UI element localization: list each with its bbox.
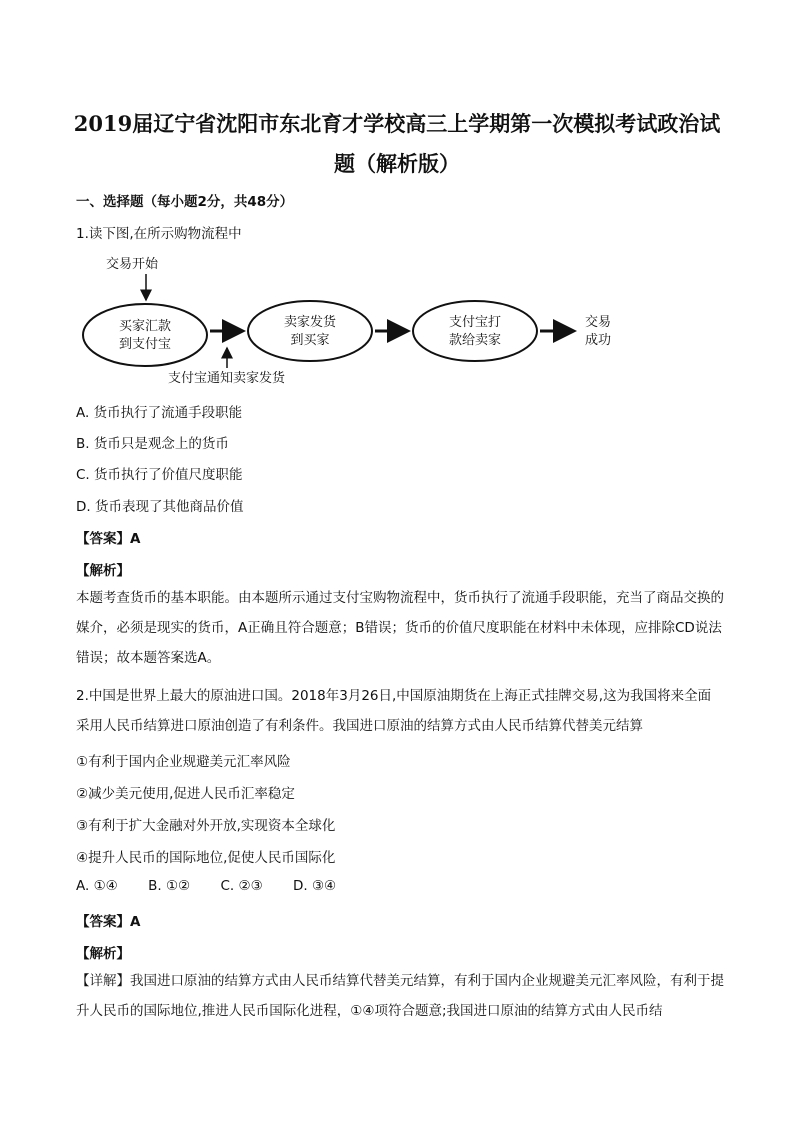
doc-title-line1: 2019届辽宁省沈阳市东北育才学校高三上学期第一次模拟考试政治试 [73, 111, 721, 136]
q1-stem: 1.读下图,在所示购物流程中 [76, 226, 242, 242]
q1-option-a: A. 货币执行了流通手段职能 [76, 405, 243, 421]
q1-analysis-text: 本题考查货币的基本职能。由本题所示通过支付宝购物流程中，货币执行了流通手段职能，充当了商品交换的媒介，必须是现实的货币，A正确且符合题意；B错误；货币的价值尺度职能在材料中未体现，应排除CD说法错误；故本题答案选A。 [76, 590, 724, 666]
q2-item-3: ③有利于扩大金融对外开放,实现资本全球化 [76, 818, 336, 834]
flow-notify-label: 支付宝通知卖家发货 [168, 371, 286, 386]
flow-node-1 [83, 304, 207, 366]
q2-detail-text: 【详解】我国进口原油的结算方式由人民币结算代替美元结算，有利于国内企业规避美元汇率风险，有利于提升人民币的国际地位,推进人民币国际化进程，①④项符合题意;我国进口原油的结算方式由人民币结 [76, 973, 724, 1019]
q2-analysis-label: 【解析】 [76, 946, 130, 962]
q2-option-d: D. ③④ [292, 878, 337, 894]
flow-node-3-line2: 款给卖家 [448, 333, 502, 348]
q1-option-c: C. 货币执行了价值尺度职能 [76, 467, 243, 483]
q2-stem: 2.中国是世界上最大的原油进口国。2018年3月26日,中国原油期货在上海正式挂牌交易,这为我国将来全面采用人民币结算进口原油创造了有利条件。我国进口原油的结算方式由人民币结算代替美元结算 [76, 688, 712, 734]
flow-node-1-line1: 买家汇款 [118, 319, 172, 334]
q2-item-2: ②减少美元使用,促进人民币汇率稳定 [76, 786, 295, 802]
flow-node-1-line2: 到支付宝 [118, 337, 172, 352]
q1-option-d: D. 货币表现了其他商品价值 [76, 499, 244, 515]
q2-option-b: B. ①② [148, 878, 191, 894]
q1-option-b: B. 货币只是观念上的货币 [76, 436, 229, 452]
flow-node-2-line2: 到买家 [290, 333, 330, 348]
section-heading: 一、选择题（每小题2分，共48分） [76, 194, 294, 210]
doc-title-line2: 题（解析版） [334, 151, 460, 176]
q2-item-1: ①有利于国内企业规避美元汇率风险 [76, 754, 291, 770]
flow-node-2-line1: 卖家发货 [283, 315, 337, 330]
flow-end-line2: 成功 [585, 333, 612, 348]
flow-end-line1: 交易 [585, 315, 612, 330]
flow-node-3-line1: 支付宝打 [448, 315, 502, 330]
q1-analysis-label: 【解析】 [76, 563, 130, 579]
q1-answer: 【答案】A [76, 531, 141, 547]
q1-flow-diagram [80, 250, 640, 390]
q2-option-a: A. ①④ [76, 878, 118, 894]
flow-node-2 [248, 301, 372, 361]
q2-options [76, 878, 362, 894]
flow-start-label: 交易开始 [106, 257, 159, 272]
q2-option-c: C. ②③ [220, 878, 263, 894]
q2-item-4: ④提升人民币的国际地位,促使人民币国际化 [76, 850, 336, 866]
q2-answer: 【答案】A [76, 914, 141, 930]
flow-node-3 [413, 301, 537, 361]
